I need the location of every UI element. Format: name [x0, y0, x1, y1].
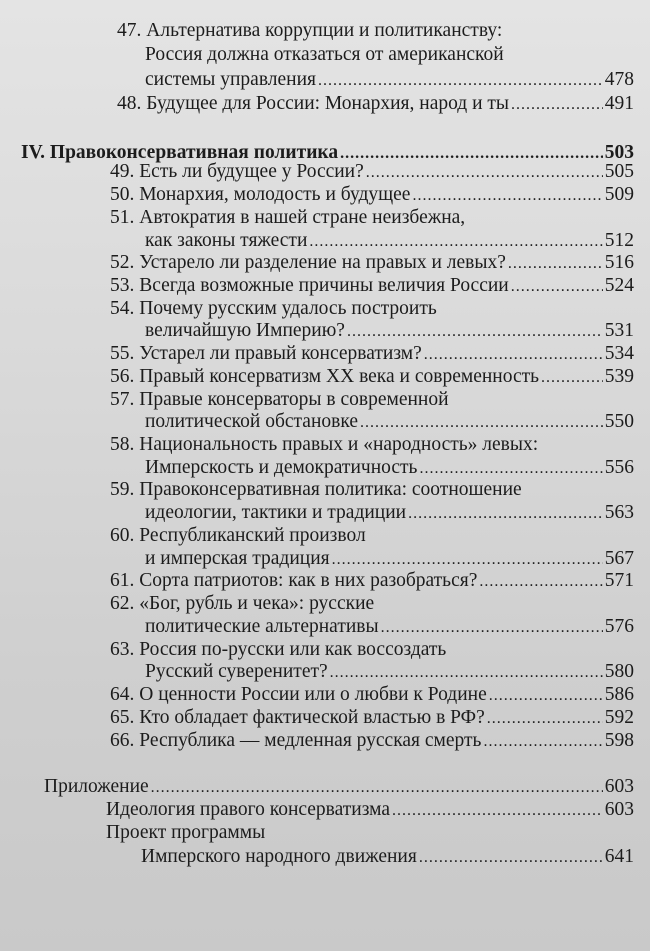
toc-entry-title: 52. Устарело ли разделение на правых и левых?: [110, 252, 506, 273]
toc-page-number: 592: [604, 707, 634, 728]
toc-page-number: 516: [604, 252, 634, 273]
dot-leader: [366, 162, 603, 184]
toc-page-number: 556: [604, 457, 634, 478]
toc-page-number: 539: [604, 366, 634, 387]
toc-page-number: 531: [604, 320, 634, 341]
dot-leader: [412, 185, 602, 207]
toc-entry-title: 49. Есть ли будущее у России?: [110, 161, 364, 182]
dot-leader: [347, 321, 603, 343]
toc-line: [110, 434, 538, 456]
toc-page-number: 505: [604, 161, 634, 182]
dot-leader: [508, 253, 603, 275]
toc-line: [110, 298, 437, 320]
toc-line: [110, 730, 634, 753]
toc-line: [145, 661, 634, 684]
toc-entry-title: и имперская традиция: [145, 548, 330, 569]
dot-leader: [151, 777, 603, 799]
dot-leader: [479, 571, 602, 593]
toc-entry-title: Имперского народного движения: [141, 846, 417, 867]
toc-entry-title: 62. «Бог, рубль и чека»: русские: [110, 593, 375, 614]
dot-leader: [489, 685, 603, 707]
toc-page-number: 512: [604, 230, 634, 251]
toc-entry-title: 54. Почему русским удалось построить: [110, 298, 437, 319]
toc-page-number: 524: [604, 275, 634, 296]
toc-entry-title: 57. Правые консерваторы в современной: [110, 389, 449, 410]
dot-leader: [511, 94, 603, 116]
toc-entry-title: 65. Кто обладает фактической властью в РФ?: [110, 707, 485, 728]
appendix-title: Приложение: [44, 776, 149, 797]
toc-line: [106, 799, 634, 822]
toc-entry-title: 48. Будущее для России: Монархия, народ и ты: [117, 93, 510, 114]
section-title: IV. Правоконсервативная политика: [21, 142, 339, 163]
toc-entry-title: идеологии, тактики и традиции: [145, 502, 407, 523]
dot-leader: [511, 276, 603, 298]
toc-line: [110, 479, 522, 501]
toc-line: [145, 320, 634, 343]
toc-page-number: 603: [604, 799, 634, 820]
toc-entry-title: политические альтернативы: [145, 616, 379, 637]
toc-line: [145, 616, 634, 639]
toc-entry-title: 56. Правый консерватизм XX века и современность: [110, 366, 540, 387]
dot-leader: [419, 847, 603, 869]
toc-appendix-heading: [44, 776, 634, 799]
toc-line: [110, 184, 634, 207]
toc-page-number: 641: [604, 846, 634, 867]
toc-entry-title: 53. Всегда возможные причины величия России: [110, 275, 509, 296]
toc-page-number: 567: [604, 548, 634, 569]
toc-entry-title: 55. Устарел ли правый консерватизм?: [110, 343, 422, 364]
dot-leader: [541, 367, 603, 389]
toc-page-number: 534: [604, 343, 634, 364]
toc-entry-title: 61. Сорта патриотов: как в них разобраться?: [110, 570, 478, 591]
dot-leader: [419, 458, 602, 480]
toc-line: [145, 411, 634, 434]
dot-leader: [424, 344, 603, 366]
toc-entry-title: Россия должна отказаться от американской: [145, 44, 504, 65]
toc-line: [106, 822, 265, 844]
dot-leader: [330, 662, 603, 684]
dot-leader: [408, 503, 603, 525]
toc-page-number: 478: [604, 69, 634, 90]
toc-page-number: 598: [604, 730, 634, 751]
toc-entry-title: 64. О ценности России или о любви к Родине: [110, 684, 487, 705]
toc-page-number: 563: [604, 502, 634, 523]
toc-line: [110, 593, 374, 615]
toc-line: [145, 69, 634, 92]
dot-leader: [392, 800, 603, 822]
toc-page-number: 580: [604, 661, 634, 682]
dot-leader: [318, 70, 603, 92]
toc-line: [110, 707, 634, 730]
toc-line: [145, 457, 634, 480]
toc-page-number: 603: [604, 776, 634, 797]
toc-line: [110, 366, 634, 389]
toc-entry-title: политической обстановке: [145, 411, 358, 432]
toc-line: [145, 548, 634, 571]
toc-page-number: 576: [604, 616, 634, 637]
toc-line: [110, 525, 366, 547]
toc-entry-title: 63. Россия по-русски или как воссоздать: [110, 639, 447, 660]
toc-entry-title: 50. Монархия, молодость и будущее: [110, 184, 411, 205]
dot-leader: [487, 708, 603, 730]
toc-line: [110, 389, 449, 411]
toc-line: [110, 343, 634, 366]
toc-page-number: 509: [604, 184, 634, 205]
toc-line: [141, 846, 634, 869]
toc-entry-title: величайшую Империю?: [145, 320, 345, 341]
toc-line: [110, 275, 634, 298]
toc-line: [110, 639, 446, 661]
toc-entry-title: Идеология правого консерватизма: [106, 799, 391, 820]
toc-entry-title: Проект программы: [106, 822, 266, 843]
dot-leader: [483, 731, 602, 753]
toc-line: [145, 502, 634, 525]
toc-entry-title: 58. Национальность правых и «народность» левых:: [110, 434, 539, 455]
toc-entry-title: Русский суверенитет?: [145, 661, 328, 682]
toc-entry-title: 59. Правоконсервативная политика: соотношение: [110, 479, 522, 500]
dot-leader: [309, 231, 602, 253]
dot-leader: [360, 412, 603, 434]
toc-line: [110, 252, 634, 275]
dot-leader: [381, 617, 603, 639]
toc-line: [110, 161, 634, 184]
toc-page-number: 571: [604, 570, 634, 591]
toc-line: [110, 570, 634, 593]
toc-entry-title: Имперскость и демократичность: [145, 457, 418, 478]
toc-line: [110, 684, 634, 707]
toc-page-number: 550: [604, 411, 634, 432]
toc-entry-title: 60. Республиканский произвол: [110, 525, 366, 546]
toc-entry-title: как законы тяжести: [145, 230, 308, 251]
toc-page-number: 503: [604, 142, 634, 163]
toc-page-number: 491: [604, 93, 634, 114]
dot-leader: [332, 549, 603, 571]
toc-entry-title: 66. Республика — медленная русская смерть: [110, 730, 482, 751]
toc-entry-title: 51. Автократия в нашей стране неизбежна,: [110, 207, 466, 228]
toc-line: [110, 207, 465, 229]
toc-page-number: 586: [604, 684, 634, 705]
toc-entry-title: 47. Альтернатива коррупции и политиканству:: [117, 20, 503, 41]
toc-line: [145, 44, 504, 66]
toc-line: [145, 230, 634, 253]
toc-entry-title: системы управления: [145, 69, 317, 90]
toc-line: [117, 20, 502, 42]
toc-line: [117, 93, 634, 116]
